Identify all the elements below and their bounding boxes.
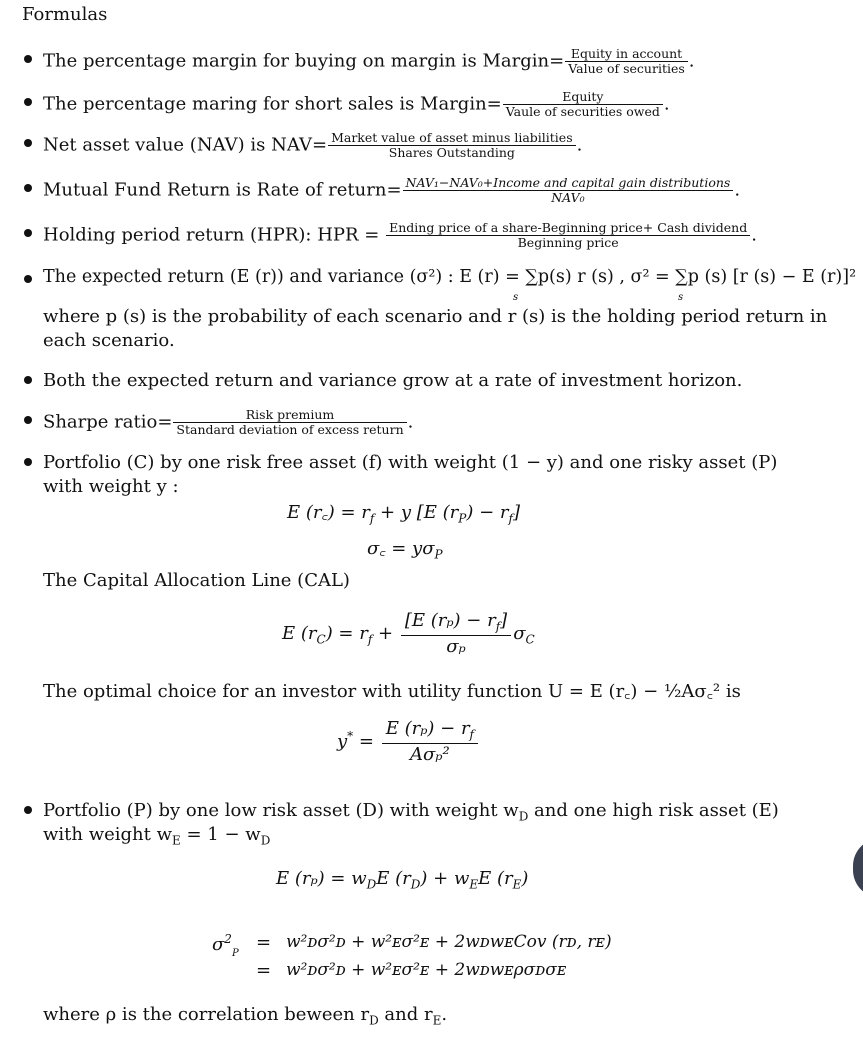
variance-lhs: $\sigma^2_P$ xyxy=(212,932,239,959)
formula-text: The percentage maring for short sales is Margin= xyxy=(43,93,502,115)
period: . xyxy=(688,50,695,72)
text-part: . xyxy=(441,1004,448,1025)
fraction xyxy=(403,176,734,205)
formula-text: Mutual Fund Return is Rate of return= xyxy=(43,179,402,201)
eq-part: [E (rₚ) − r xyxy=(404,610,496,631)
bullet xyxy=(22,376,34,388)
denominator: Value of securities xyxy=(568,60,685,76)
fraction xyxy=(401,610,511,658)
fraction xyxy=(503,90,663,119)
equals-sign: = xyxy=(256,932,272,953)
equation-y-star: y* = $\frac{E (r_p) - r_f}{\text{Aσₚ²}}$ xyxy=(337,718,480,766)
bullet xyxy=(22,139,34,151)
horizon-text: Both the expected return and variance grow at a rate of investment horizon. xyxy=(43,370,743,391)
portfolio-c-text: with weight y : xyxy=(43,476,179,497)
period: . xyxy=(734,179,741,201)
text-part: and one high risk asset (E) xyxy=(528,800,779,821)
bullet xyxy=(22,184,34,196)
expected-explanation: where p (s) is the probability of each scenario and r (s) is the holding period return in xyxy=(43,306,828,327)
formula-text: Sharpe ratio= xyxy=(43,411,173,433)
portfolio-c-text: Portfolio (C) by one risk free asset (f) with weight (1 − y) and one risky asset (P) xyxy=(43,452,778,473)
fraction xyxy=(386,221,750,250)
eq-part: + y [E (r xyxy=(374,502,459,523)
text-part: and r xyxy=(378,1004,433,1025)
text-part: Portfolio (P) by one low risk asset (D) with weight w xyxy=(43,800,519,821)
numerator: Equity in account xyxy=(565,47,688,62)
correlation-note: where ρ is the correlation beween $r_D$ and $r_E$. xyxy=(43,1004,448,1028)
formula-margin-short xyxy=(43,90,670,119)
bullet xyxy=(22,416,34,428)
denominator: Vaule of securities owed xyxy=(505,103,660,119)
cal-label: The Capital Allocation Line (CAL) xyxy=(43,570,350,591)
formula-sharpe xyxy=(43,408,413,437)
denominator: σₚ xyxy=(446,635,466,657)
page-title: Formulas xyxy=(22,4,108,25)
eq-part: σ꜀ = yσ xyxy=(367,538,435,559)
numerator: Market value of asset minus liabilities xyxy=(328,131,576,146)
text-part: where ρ is the correlation beween r xyxy=(43,1004,370,1025)
denominator: Beginning price xyxy=(517,234,619,250)
formula-margin-buy xyxy=(43,47,695,76)
formula-text: Net asset value (NAV) is NAV= xyxy=(43,134,328,156)
numerator: E $(r_p) - r_f$ xyxy=(382,718,478,744)
equation-expected-rp: E $(r_p) = w_DE$ $(r_D) + w_EE$ $(r_E)$ xyxy=(276,868,529,892)
period: . xyxy=(751,224,757,246)
fraction xyxy=(565,47,688,76)
bullet xyxy=(22,98,34,110)
equation-sigma-c: σ꜀ = $y\sigma_P$ xyxy=(367,538,443,562)
numerator: Ending price of a share-Beginning price+ Cash dividend xyxy=(386,221,750,236)
eq-part: E (rₚ) − r xyxy=(385,718,470,739)
denominator: Standard deviation of excess return xyxy=(176,421,404,437)
eq-part: E (r꜀) = r xyxy=(287,502,370,523)
bullet xyxy=(22,55,34,67)
expected-explanation: each scenario. xyxy=(43,330,175,351)
bullet xyxy=(22,806,34,818)
portfolio-p-text: with weight $w_E = 1 - w_D$ xyxy=(43,824,271,848)
denominator: NAV₀ xyxy=(551,189,585,205)
numerator: NAV₁−NAV₀+Income and capital gain distributions xyxy=(403,176,734,191)
variance-line-1: w²ᴅσ²ᴅ + w²ᴇσ²ᴇ + 2wᴅwᴇCov (rᴅ, rᴇ) xyxy=(286,932,612,952)
bullet xyxy=(22,229,34,241)
sum-subscript: s xyxy=(678,292,684,303)
fraction xyxy=(382,718,478,766)
period: . xyxy=(663,93,670,115)
formula-hpr xyxy=(43,221,757,250)
denominator: Shares Outstanding xyxy=(388,144,515,160)
optimal-choice-text: The optimal choice for an investor with utility function U = E (r꜀) − ½Aσ꜀² is xyxy=(43,681,741,702)
formula-text: The percentage margin for buying on margin is Margin= xyxy=(43,50,565,72)
period: . xyxy=(407,411,414,433)
fraction xyxy=(328,131,576,160)
eq-part: E (rₚ) = w xyxy=(276,868,367,889)
formula-fund-return xyxy=(43,176,740,205)
text-part: with weight w xyxy=(43,824,173,845)
equation-cal: E $(r_C) = r_f$ + $\frac{[E (r_p) - r_f]}{\text{σₚ}}$ $\sigma_C$ xyxy=(282,610,535,657)
numerator: [E $(r_p) - r_f$] xyxy=(401,610,511,636)
numerator: Risk premium xyxy=(173,408,406,423)
variance-line-2: w²ᴅσ²ᴅ + w²ᴇσ²ᴇ + 2wᴅwᴇρσᴅσᴇ xyxy=(286,960,567,980)
formula-expected-return: The expected return (E (r)) and variance (σ²) : E (r) = ∑p(s) r (s) , σ² = ∑p (s) [r (s) − E (r)]² xyxy=(43,267,857,287)
bullet xyxy=(22,458,34,470)
equation-expected-rc: E (r꜀) = $r_f + y$ [E $(r_P) - r_f$] xyxy=(287,502,520,526)
bullet xyxy=(22,275,34,287)
sum-subscript: s xyxy=(513,292,519,303)
formula-nav xyxy=(43,131,582,160)
formula-text: Holding period return (HPR): HPR = xyxy=(43,224,386,246)
period: . xyxy=(576,134,583,156)
scroll-handle[interactable] xyxy=(853,838,863,898)
text-part: = 1 − w xyxy=(180,824,261,845)
fraction xyxy=(173,408,406,437)
numerator: Equity xyxy=(503,90,663,105)
denominator: Aσₚ² xyxy=(410,743,450,765)
equals-sign: = xyxy=(256,960,272,981)
portfolio-p-text: Portfolio (P) by one low risk asset (D) with weight $w_D$ and one high risk asset (E) xyxy=(43,800,779,824)
